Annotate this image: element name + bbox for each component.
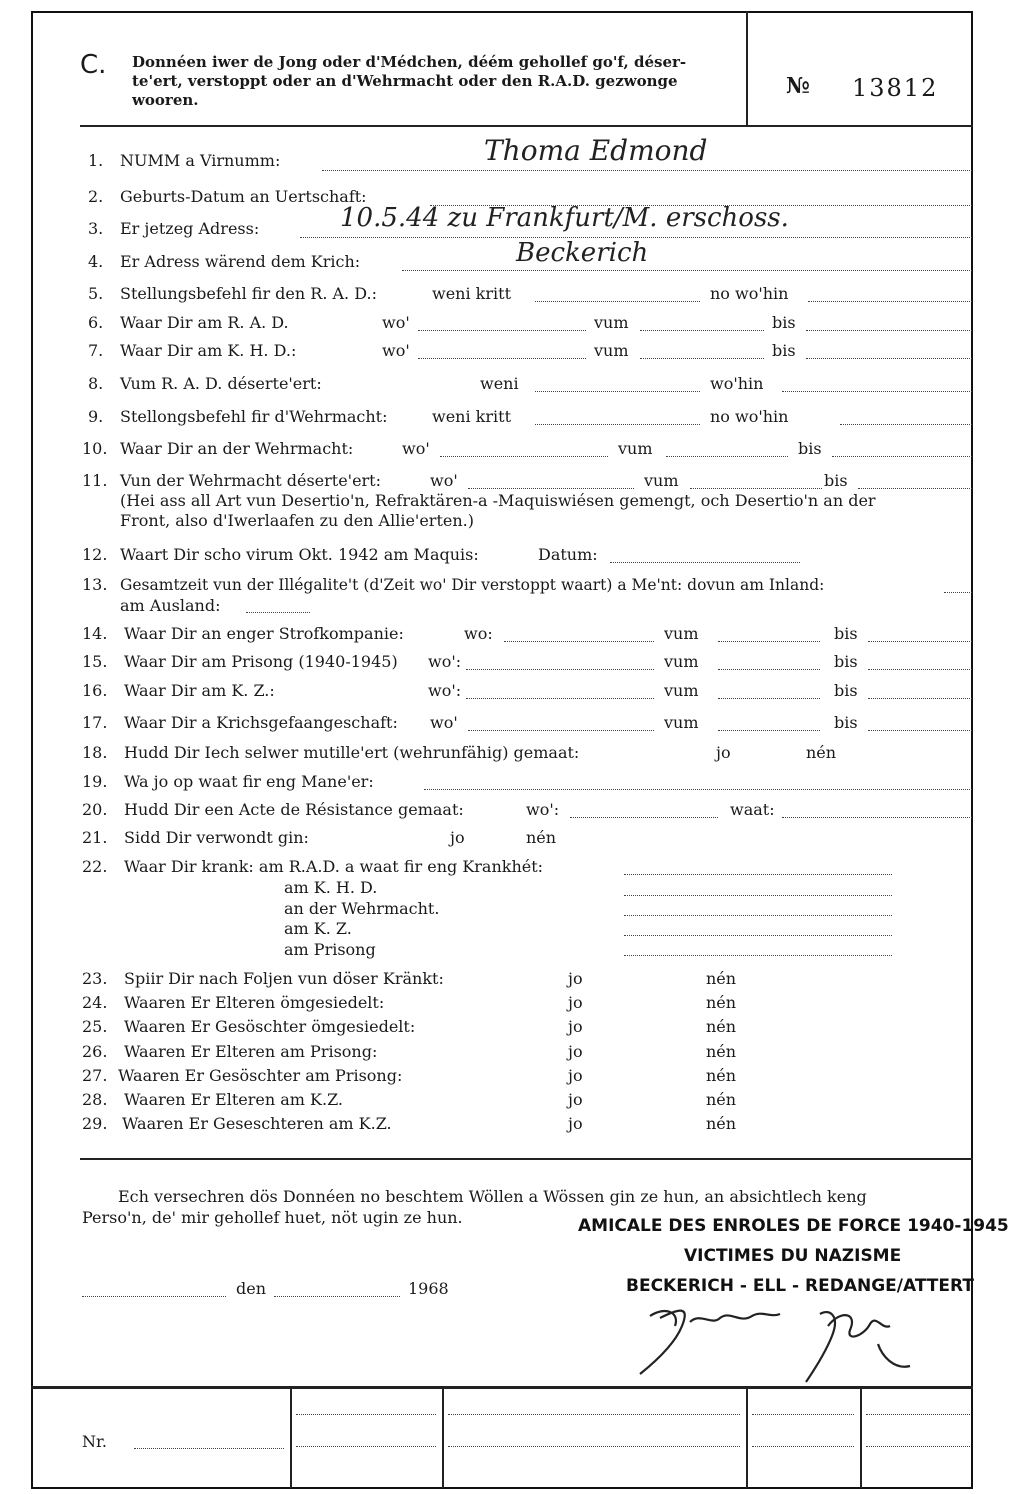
header-rule [80,125,973,127]
q14-wo-field[interactable] [504,641,654,642]
q16-wo-field[interactable] [466,698,654,699]
table-cell-3a[interactable] [752,1414,854,1415]
q23-label: Spiir Dir nach Foljen vun döser Kränkt: [124,969,444,988]
table-cell-3b[interactable] [752,1446,854,1447]
q9-number: 9. [88,407,104,426]
q7-bis: bis [772,341,796,360]
q2-number: 2. [88,187,104,206]
year-label: 1968 [408,1279,449,1298]
q11-bis-field[interactable] [858,488,972,489]
q27-jo[interactable]: jo [568,1066,583,1085]
q17-wo: wo' [430,713,458,732]
q18-label: Hudd Dir Iech selwer mutille'ert (wehrunfähig) gemaat: [124,743,580,762]
q6-number: 6. [88,313,104,332]
q24-nen[interactable]: nén [706,993,737,1012]
q1-handwritten-name: Thoma Edmond [484,134,708,167]
q8-wohin-field[interactable] [782,391,972,392]
q11-label: Vun der Wehrmacht déserte'ert: [120,471,381,490]
declaration-line-1: Ech versechren dös Donnéen no beschtem Wöllen a Wössen gin ze hun, an absichtlech keng [118,1187,867,1206]
q12-datum-field[interactable] [610,562,800,563]
q28-jo[interactable]: jo [568,1090,583,1109]
q16-vum-field[interactable] [718,698,820,699]
stamp-line-2: VICTIMES DU NAZISME [684,1246,902,1266]
q4-field[interactable] [402,270,972,271]
q5-weni-kritt: weni kritt [432,284,511,303]
q11-bis: bis [824,471,848,490]
q29-number: 29. [82,1114,108,1133]
q29-jo[interactable]: jo [568,1114,583,1133]
q15-wo-field[interactable] [466,669,654,670]
q14-wo: wo: [464,624,493,643]
q6-wo-field[interactable] [418,330,586,331]
q8-wohin: wo'hin [710,374,764,393]
q7-vum-field[interactable] [640,358,764,359]
q16-wo: wo': [428,681,462,700]
q18-jo[interactable]: jo [716,743,731,762]
q21-nen[interactable]: nén [526,828,557,847]
place-field[interactable] [82,1296,226,1297]
q7-vum: vum [594,341,629,360]
form-number: 13812 [852,74,939,102]
q14-bis-field[interactable] [868,641,972,642]
q24-jo[interactable]: jo [568,993,583,1012]
q4-label: Er Adress wärend dem Krich: [120,252,361,271]
q22-rad-field[interactable] [624,874,892,875]
table-col-1 [290,1388,292,1488]
q14-bis: bis [834,624,858,643]
q20-label: Hudd Dir een Acte de Résistance gemaat: [124,800,464,819]
q22-number: 22. [82,857,108,876]
q17-label: Waar Dir a Krichsgefaangeschaft: [124,713,398,732]
q28-nen[interactable]: nén [706,1090,737,1109]
header-divider [746,11,748,125]
q3-label: Er jetzeg Adress: [120,219,260,238]
q17-wo-field[interactable] [468,730,654,731]
declaration-line-2: Perso'n, de' mir gehollef huet, nöt ugin ze hun. [82,1208,463,1227]
q15-vum: vum [664,652,699,671]
q27-label: Waaren Er Gesöschter am Prisong: [118,1066,403,1085]
q11-vum-field[interactable] [690,488,822,489]
q5-no-wohin: no wo'hin [710,284,789,303]
date-field[interactable] [274,1296,400,1297]
table-col-2 [442,1388,444,1488]
q9-wohin-field[interactable] [840,424,972,425]
header-line-2: te'ert, verstoppt oder an d'Wehrmacht oder den R.A.D. gezwonge [132,72,678,90]
q23-jo[interactable]: jo [568,969,583,988]
q4-handwritten-address: Beckerich [516,238,649,268]
q27-nen[interactable]: nén [706,1066,737,1085]
q24-number: 24. [82,993,108,1012]
q11-wo: wo' [430,471,458,490]
q13-inland-field[interactable] [944,592,972,593]
q10-wo: wo' [402,439,430,458]
q11-note-line-1: (Hei ass all Art vun Desertio'n, Refraktären-a -Maquiswiésen gemengt, och Desertio'n an der [120,491,876,510]
q18-number: 18. [82,743,108,762]
q5-label: Stellungsbefehl fir den R. A. D.: [120,284,377,303]
q8-number: 8. [88,374,104,393]
q13-ausland: am Ausland: [120,596,221,615]
q1-label: NUMM a Virnumm: [120,151,281,170]
q7-wo-field[interactable] [418,358,586,359]
q16-vum: vum [664,681,699,700]
q7-label: Waar Dir am K. H. D.: [120,341,297,360]
nr-label: Nr. [82,1432,107,1451]
q14-label: Waar Dir an enger Strofkompanie: [124,624,404,643]
q20-number: 20. [82,800,108,819]
q22-kz-field[interactable] [624,935,892,936]
signatures-icon [620,1296,930,1386]
q3-handwritten-address: 10.5.44 zu Frankfurt/M. erschoss. [340,203,789,233]
q11-wo-field[interactable] [468,488,634,489]
q16-bis: bis [834,681,858,700]
q28-number: 28. [82,1090,108,1109]
q16-label: Waar Dir am K. Z.: [124,681,275,700]
q20-wo-field[interactable] [570,817,718,818]
q25-nen[interactable]: nén [706,1017,737,1036]
q6-vum-field[interactable] [640,330,764,331]
q26-number: 26. [82,1042,108,1061]
q6-bis: bis [772,313,796,332]
q9-no-wohin: no wo'hin [710,407,789,426]
q18-nen[interactable]: nén [806,743,837,762]
q10-vum: vum [618,439,653,458]
q6-label: Waar Dir am R. A. D. [120,313,289,332]
footer-rule [80,1158,973,1160]
q20-waat: waat: [730,800,775,819]
nr-field[interactable] [134,1448,284,1449]
q22-prisong-field[interactable] [624,955,892,956]
q14-number: 14. [82,624,108,643]
q11-note-line-2: Front, also d'Iwerlaafen zu den Allie'erten.) [120,511,474,530]
q13-ausland-field[interactable] [246,612,310,613]
table-cell-2b[interactable] [448,1446,740,1447]
q22-kz: am K. Z. [284,919,352,938]
q3-number: 3. [88,219,104,238]
q27-number: 27. [82,1066,108,1085]
q14-vum: vum [664,624,699,643]
q20-waat-field[interactable] [782,817,972,818]
stamp-line-1: AMICALE DES ENROLES DE FORCE 1940-1945 [578,1216,1009,1236]
q24-label: Waaren Er Elteren ömgesiedelt: [124,993,385,1012]
q22-khd-field[interactable] [624,895,892,896]
q5-weni-field[interactable] [535,301,700,302]
q14-vum-field[interactable] [718,641,820,642]
den-label: den [236,1279,267,1298]
q13-label: Gesamtzeit vun der Illégalite't (d'Zeit wo' Dir verstoppt waart) a Me'nt: dovun am Inland: [120,576,825,594]
q5-number: 5. [88,284,104,303]
section-letter: C. [80,50,107,80]
q19-field[interactable] [424,789,972,790]
q26-nen[interactable]: nén [706,1042,737,1061]
q17-vum-field[interactable] [718,730,820,731]
table-cell-2a[interactable] [448,1414,740,1415]
header-line-1: Donnéen iwer de Jong oder d'Médchen, déém gehollef go'f, déser- [132,53,687,71]
q7-wo: wo' [382,341,410,360]
table-cell-4a[interactable] [866,1414,970,1415]
q23-number: 23. [82,969,108,988]
q2-label: Geburts-Datum an Uertschaft: [120,187,367,206]
q8-label: Vum R. A. D. déserte'ert: [120,374,322,393]
q10-number: 10. [82,439,108,458]
q20-wo: wo': [526,800,560,819]
q13-number: 13. [82,575,108,594]
q22-label: Waar Dir krank: am R.A.D. a waat fir eng Krankhét: [124,857,544,876]
q17-bis-field[interactable] [868,730,972,731]
table-top-rule [31,1386,973,1389]
q12-number: 12. [82,545,108,564]
q7-number: 7. [88,341,104,360]
table-cell-1a[interactable] [296,1414,436,1415]
q15-bis-field[interactable] [868,669,972,670]
number-label: № [786,73,810,99]
q19-label: Wa jo op waat fir eng Mane'er: [124,772,374,791]
q22-prisong: am Prisong [284,940,376,959]
q17-number: 17. [82,713,108,732]
stamp-line-3: BECKERICH - ELL - REDANGE/ATTERT [626,1276,974,1296]
q10-label: Waar Dir an der Wehrmacht: [120,439,354,458]
q28-label: Waaren Er Elteren am K.Z. [124,1090,344,1109]
q10-bis-field[interactable] [832,456,972,457]
q17-bis: bis [834,713,858,732]
q6-bis-field[interactable] [806,330,972,331]
q1-name-field[interactable] [322,170,972,171]
table-col-4 [860,1388,862,1488]
q8-weni: weni [480,374,519,393]
q10-wo-field[interactable] [440,456,608,457]
table-col-3 [746,1388,748,1488]
q25-jo[interactable]: jo [568,1017,583,1036]
q22-khd: am K. H. D. [284,878,378,897]
q6-wo: wo' [382,313,410,332]
q26-jo[interactable]: jo [568,1042,583,1061]
q5-wohin-field[interactable] [808,301,972,302]
q11-vum: vum [644,471,679,490]
q25-number: 25. [82,1017,108,1036]
q17-vum: vum [664,713,699,732]
q12-label: Waart Dir scho virum Okt. 1942 am Maquis: [120,545,479,564]
q23-nen[interactable]: nén [706,969,737,988]
q22-wehrmacht: an der Wehrmacht. [284,899,440,918]
table-cell-1b[interactable] [296,1446,436,1447]
q16-number: 16. [82,681,108,700]
q10-vum-field[interactable] [666,456,788,457]
q29-nen[interactable]: nén [706,1114,737,1133]
q9-label: Stellongsbefehl fir d'Wehrmacht: [120,407,388,426]
table-cell-4b[interactable] [866,1446,970,1447]
q16-bis-field[interactable] [868,698,972,699]
q4-number: 4. [88,252,104,271]
q21-label: Sidd Dir verwondt gin: [124,828,309,847]
q21-number: 21. [82,828,108,847]
q15-label: Waar Dir am Prisong (1940-1945) [124,652,398,671]
q19-number: 19. [82,772,108,791]
q15-vum-field[interactable] [718,669,820,670]
q21-jo[interactable]: jo [450,828,465,847]
q12-datum: Datum: [538,545,598,564]
q8-weni-field[interactable] [535,391,700,392]
q9-weni-kritt: weni kritt [432,407,511,426]
q9-weni-field[interactable] [535,424,700,425]
q7-bis-field[interactable] [806,358,972,359]
q10-bis: bis [798,439,822,458]
q15-bis: bis [834,652,858,671]
q26-label: Waaren Er Elteren am Prisong: [124,1042,378,1061]
q1-number: 1. [88,151,104,170]
q15-wo: wo': [428,652,462,671]
q6-vum: vum [594,313,629,332]
q22-wehrmacht-field[interactable] [624,915,892,916]
header-line-3: wooren. [132,91,199,109]
q11-number: 11. [82,471,108,490]
q25-label: Waaren Er Gesöschter ömgesiedelt: [124,1017,416,1036]
q29-label: Waaren Er Geseschteren am K.Z. [122,1114,392,1133]
q15-number: 15. [82,652,108,671]
